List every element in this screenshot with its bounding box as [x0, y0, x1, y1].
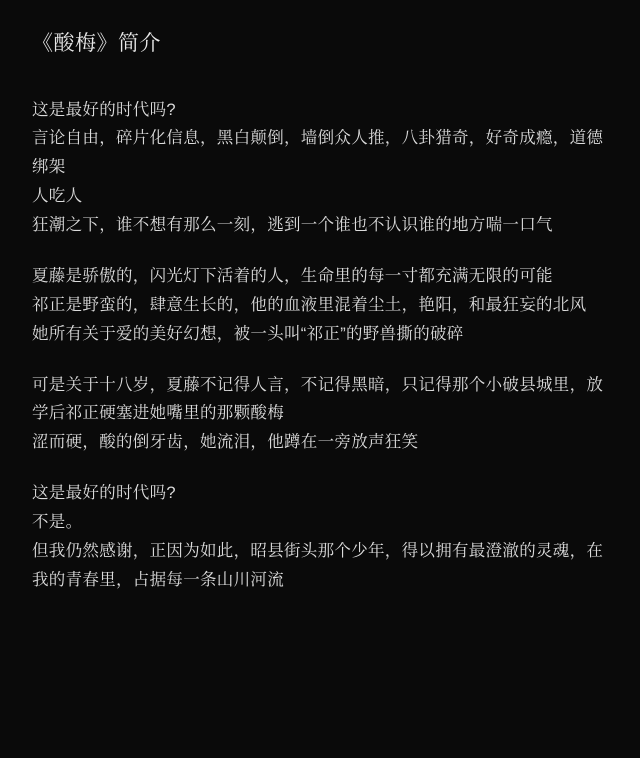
text-line: 但我仍然感谢，正因为如此，昭县街头那个少年，得以拥有最澄澈的灵魂，在我的青春里，占据每一条山川河流 [32, 541, 604, 589]
text-line: 涩而硬，酸的倒牙齿，她流泪，他蹲在一旁放声狂笑 [32, 433, 419, 452]
paragraph [32, 479, 608, 595]
text-line: 这是最好的时代吗? [32, 484, 176, 503]
text-line: 人吃人 [32, 187, 83, 206]
text-line: 祁正是野蛮的，肆意生长的，他的血液里混着尘土，艳阳，和最狂妄的北风 [32, 295, 587, 314]
text-line: 夏藤是骄傲的，闪光灯下活着的人，生命里的每一寸都充满无限的可能 [32, 266, 553, 285]
page-title: 《酸梅》简介 [32, 32, 161, 55]
text-line: 这是最好的时代吗? [32, 100, 176, 119]
text-line: 狂潮之下，谁不想有那么一刻，逃到一个谁也不认识谁的地方喘一口气 [32, 216, 553, 234]
text-line: 可是关于十八岁，夏藤不记得人言，不记得黑暗，只记得那个小破县城里，放学后祁正硬塞进她嘴里的那颗酸梅 [32, 375, 604, 423]
paragraph [32, 371, 608, 458]
text-line: 言论自由，碎片化信息，黑白颠倒，墙倒众人推，八卦猎奇，好奇成瘾，道德绑架 [32, 129, 604, 177]
text-line: 她所有关于爱的美好幻想，被一头叫“祁正”的野兽撕的破碎 [32, 324, 464, 343]
document-body [32, 96, 608, 595]
paragraph [32, 262, 608, 349]
paragraph [32, 96, 608, 240]
text-line: 不是。 [32, 513, 83, 531]
